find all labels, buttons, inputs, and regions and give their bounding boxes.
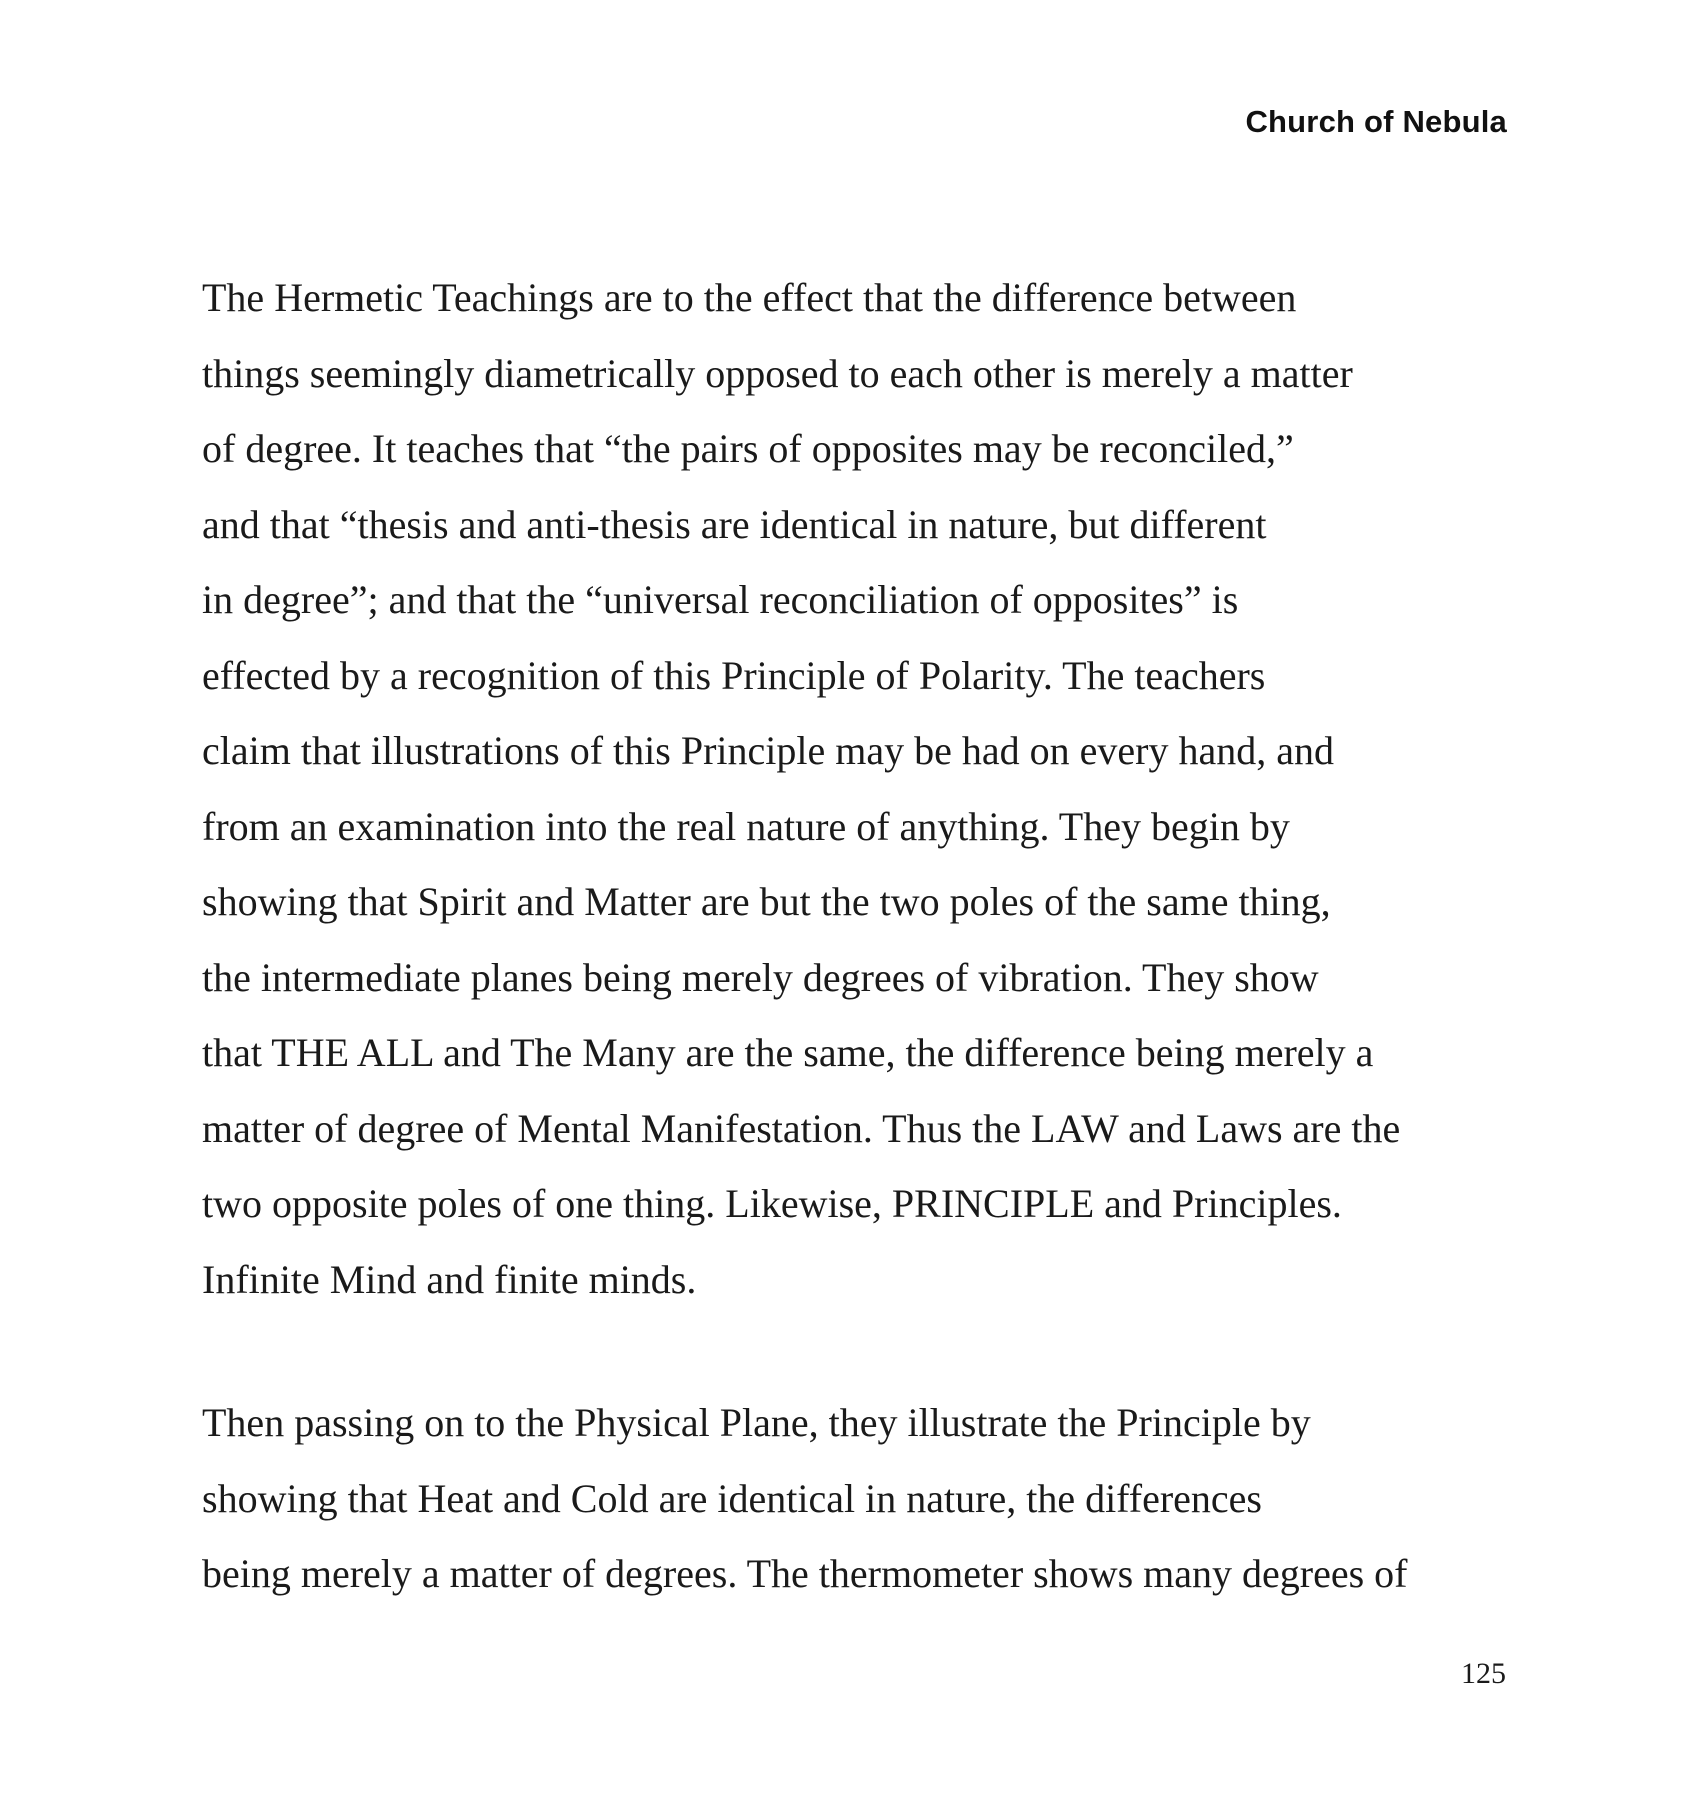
text-line: in degree”; and that the “universal reconciliation of opposites” is [202, 577, 1239, 622]
text-line: The Hermetic Teachings are to the effect that the difference between [202, 275, 1297, 320]
text-line: being merely a matter of degrees. The thermometer shows many degrees of [202, 1551, 1408, 1596]
text-line: matter of degree of Mental Manifestation. Thus the LAW and Laws are the [202, 1105, 1401, 1151]
text-line: and that “thesis and anti-thesis are identical in nature, but different [202, 501, 1267, 547]
text-line: showing that Spirit and Matter are but the two poles of the same thing, [202, 879, 1331, 924]
text-line: claim that illustrations of this Principle may be had on every hand, and [202, 728, 1334, 773]
page-number: 125 [1461, 1657, 1506, 1690]
text-line: from an examination into the real nature of anything. They begin by [202, 803, 1290, 849]
text-line: the intermediate planes being merely degrees of vibration. They show [202, 954, 1319, 1000]
text-line: that THE ALL and The Many are the same, the difference being merely a [202, 1030, 1374, 1075]
text-line: Infinite Mind and finite minds. [202, 1256, 697, 1302]
text-line: effected by a recognition of this Principle of Polarity. The teachers [202, 652, 1266, 698]
text-line: two opposite poles of one thing. Likewise, PRINCIPLE and Principles. [202, 1181, 1342, 1226]
text-line: of degree. It teaches that “the pairs of opposites may be reconciled,” [202, 426, 1294, 471]
text-line: things seemingly diametrically opposed to each other is merely a matter [202, 350, 1353, 396]
running-header: Church of Nebula [1245, 104, 1507, 139]
paragraph [202, 1385, 1522, 1612]
text-line: showing that Heat and Cold are identical in nature, the differences [202, 1475, 1262, 1521]
text-line: Then passing on to the Physical Plane, they illustrate the Principle by [202, 1400, 1311, 1445]
paragraph [202, 260, 1522, 1317]
